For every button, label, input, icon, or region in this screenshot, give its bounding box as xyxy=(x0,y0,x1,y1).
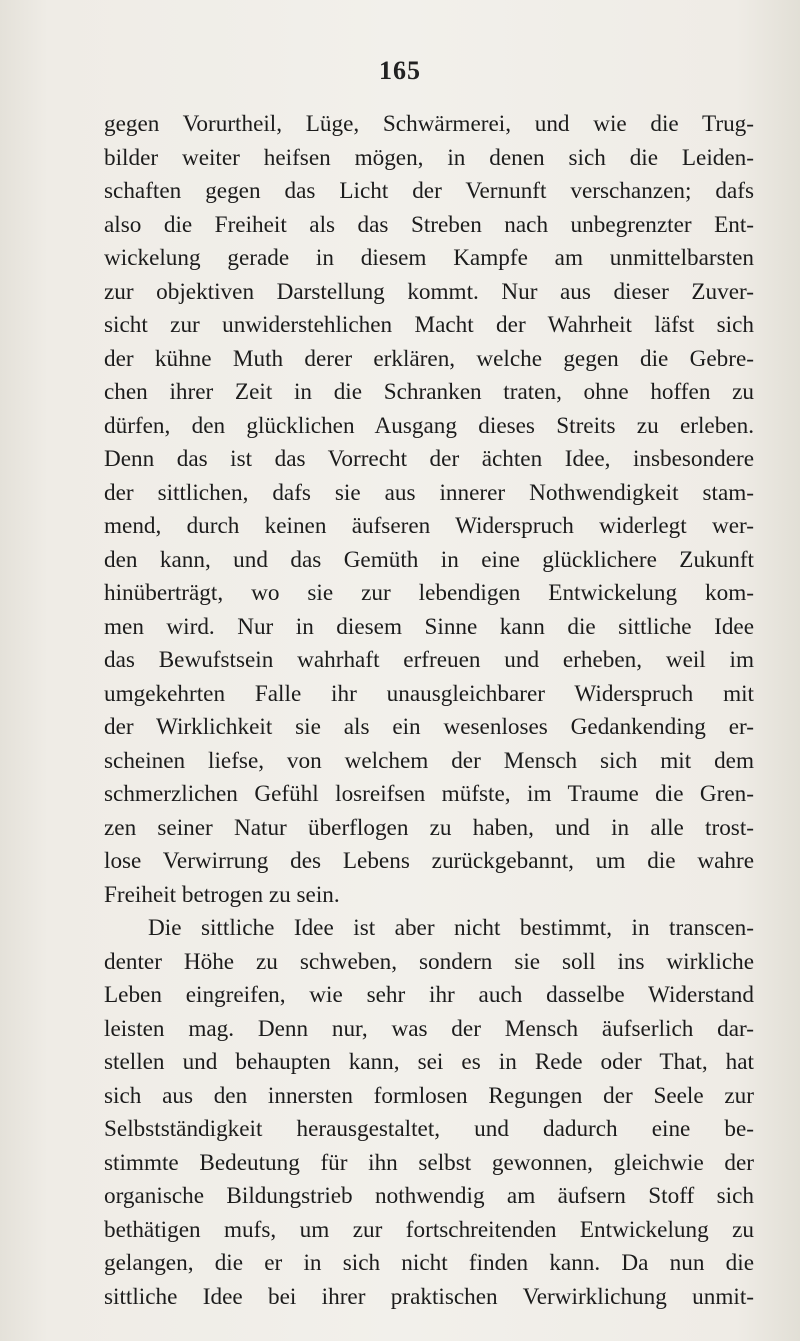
text-line: stellen und behaupten kann, sei es in Rede oder That, hat xyxy=(104,1049,754,1075)
text-line: bethätigen mufs, um zur fortschreitenden Entwickelung zu xyxy=(104,1216,754,1243)
text-line: men wird. Nur in diesem Sinne kann die sittliche Idee xyxy=(104,613,754,640)
text-line: scheinen liefse, von welchem der Mensch sich mit dem xyxy=(104,747,754,774)
text-line: den kann, und das Gemüth in eine glücklichere Zukunft xyxy=(104,546,754,573)
text-line: bilder weiter heifsen mögen, in denen sich die Leiden- xyxy=(104,144,754,171)
text-line: denter Höhe zu schweben, sondern sie soll ins wirkliche xyxy=(104,948,754,975)
text-line: schaften gegen das Licht der Vernunft verschanzen; dafs xyxy=(104,178,754,204)
text-line: Leben eingreifen, wie sehr ihr auch dasselbe Widerstand xyxy=(104,982,754,1008)
text-line: der kühne Muth derer erklären, welche gegen die Gebre- xyxy=(104,345,754,372)
text-line: hinüberträgt, wo sie zur lebendigen Entwickelung kom- xyxy=(104,580,754,606)
text-line: Freiheit betrogen zu sein. xyxy=(104,881,340,908)
text-line: Die sittliche Idee ist aber nicht bestimmt, in transcen- xyxy=(148,915,754,941)
text-line: chen ihrer Zeit in die Schranken traten, ohne hoffen zu xyxy=(104,379,754,405)
text-line: zen seiner Natur überflogen zu haben, und in alle trost- xyxy=(104,814,754,841)
text-line: wickelung gerade in diesem Kampfe am unmittelbarsten xyxy=(104,245,754,271)
text-line: gegen Vorurtheil, Lüge, Schwärmerei, und wie die Trug- xyxy=(104,111,754,137)
text-line: das Bewufstsein wahrhaft erfreuen und erheben, weil im xyxy=(104,647,754,673)
body-text xyxy=(104,108,754,1314)
text-line: gelangen, die er in sich nicht finden kann. Da nun die xyxy=(104,1250,754,1276)
page-number: 165 xyxy=(379,56,421,85)
text-line: der Wirklichkeit sie als ein wesenloses Gedankending er- xyxy=(104,714,754,740)
text-line: dürfen, den glücklichen Ausgang dieses Streits zu erleben. xyxy=(104,412,754,439)
text-line: umgekehrten Falle ihr unausgleichbarer Widerspruch mit xyxy=(104,680,754,707)
text-line: also die Freiheit als das Streben nach unbegrenzter Ent- xyxy=(104,211,754,238)
text-line: leisten mag. Denn nur, was der Mensch äufserlich dar- xyxy=(104,1015,754,1042)
text-line: sich aus den innersten formlosen Regungen der Seele zur xyxy=(104,1082,754,1109)
text-line: organische Bildungstrieb nothwendig am äufsern Stoff sich xyxy=(104,1183,754,1209)
text-line: zur objektiven Darstellung kommt. Nur aus dieser Zuver- xyxy=(104,278,754,305)
text-line: mend, durch keinen äufseren Widerspruch widerlegt wer- xyxy=(104,513,754,539)
text-line: sicht zur unwiderstehlichen Macht der Wahrheit läfst sich xyxy=(104,312,754,338)
text-line: schmerzlichen Gefühl losreifsen müfste, im Traume die Gren- xyxy=(104,781,754,807)
text-line: stimmte Bedeutung für ihn selbst gewonnen, gleichwie der xyxy=(104,1149,754,1176)
text-line: lose Verwirrung des Lebens zurückgebannt, um die wahre xyxy=(104,848,754,874)
text-line: der sittlichen, dafs sie aus innerer Nothwendigkeit stam- xyxy=(104,479,754,506)
text-line: Denn das ist das Vorrecht der ächten Idee, insbesondere xyxy=(104,446,754,472)
text-line: sittliche Idee bei ihrer praktischen Verwirklichung unmit- xyxy=(104,1283,754,1310)
text-line: Selbstständigkeit herausgestaltet, und dadurch eine be- xyxy=(104,1116,754,1142)
